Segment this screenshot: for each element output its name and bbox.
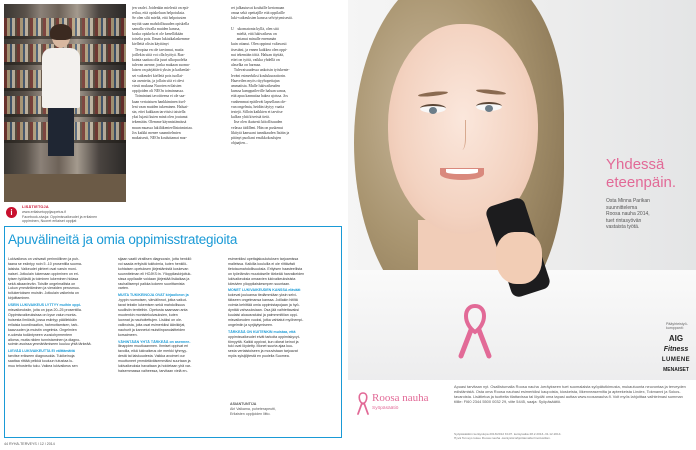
- brand-tagline: Syöpäsäätiö: [372, 406, 399, 411]
- hand: [496, 232, 542, 284]
- ad-headline: Yhdessä: [606, 156, 665, 173]
- source-line: Airi Vaikama, puheterapeutti,: [230, 407, 276, 411]
- subheading: VÄHINTÄÄN YHTÄ TÄRKEÄÄ on asennee-: [118, 339, 191, 344]
- ad-body-text: Apuasi tarvitaan nyt. Osallistumalla Roosa nauha -keräykseen tuet suomalaista syöpätutkimusta, mukautuunta neuvontaa ja terveyden edistämistä. Osta oma Roosa nauhasi esimerkiksi kaupoista, kioskeista, liikenneasemilta ja apteekeista Lindex, Tokmanni ja Sokos-tavaroista. Lisätietoa ja tuotteita tilattavissa tai löydät oma tapasi auttaa www.roosanauha.fi. Voit myös lahjoittaa vaihteimasi summan tilille: FI60 2344 5500 0032 29, viite 5445, saaja: Syöpäsäätiö.: [454, 384, 686, 404]
- article-column-1: jen vaalei. Joidenkin mielestä on epä- reilua, että opiskeluun helpotuksia. Se olen silti mieltä, että helpotusten myötä saan mahdollisuuden opiskella samalla viivalla muiden kanssa, koska opiskelu ei ole kenelläkään toiselta pois. Ilman lukiaikalaskemme kiellettä olisin käyttänyt Teropiaa en ole tarvinnut, mutta joillekin siitä voi olla hyötyä. Raa- kainta saattaa olla juuri ulkopuolelta tulevan asenne, jonka mukaan suoma- laisen on pärjättävä yksin ja kaikenlai- set vaikeudet kielletä pois tuollai- sia asenteita, ja jollain sitä ei olevi viesti mukana Nuorten erilaisten oppijoiden oli NEOn toiminnassa. Toimintani tavoitteena ei ole saa- kaan vertaistuen hankkiminen itsel- leni vaan muiden tukeminen. Haluai- sin, ettei kukkaan tarvitsisi taistella yksi lujasti kuten minä olen joutunut tekemään. Olemme käynnistämässä muun muassa lukiliikenteellistoimintaa. Jos kaikki menee suunnitelmien mukaisesti, NEOn kouluttamat mar-: [132, 6, 193, 141]
- info-box-title: LISÄTIETOJA: [22, 205, 49, 209]
- ad-subtext: Roosa nauha 2014,: [606, 211, 650, 218]
- ad-headline: eteenpäin.: [606, 174, 677, 191]
- eye: [476, 102, 502, 111]
- page-footer: 44 RYHÄ-TERVEYS / 12 / 2014: [4, 442, 55, 446]
- paragraph: sijaan vaatii virallisen diagnoosin, jotta henkilö voi saada erityistä tukitoimia, kuten henkilö- kohtaisen opetuksen järjestämistä koskevan suunnitelman eli HOJKS:in. Ylioppilaskirjoituk- sissa oppilaalle voidaan järjestää lisäaikaa ja rauhallisempi paikka kokeen suorittamista varten.: [118, 257, 192, 291]
- subheading: TÄRKEÄÄ ON KUITENKIN muistaa, että: [228, 329, 296, 334]
- info-icon: i: [6, 207, 17, 218]
- brand-name: Roosa nauha: [372, 392, 429, 404]
- subheading: USEIN LUKIVAIKEUS LYTTYY muihin oppi-: [8, 303, 82, 308]
- ad-subtext: vastaista työtä.: [606, 224, 640, 231]
- paragraph: Lukivaikeus on vahvasti perinnöllinen ja puh- taana se esiintyy noin 5 -10 prosentilla suoma- laisista. Vaikeudet piirteet ovat varsin moni- naiset. Jotkulain lukemaan oppiminen on eri- tyisen työlästä ja toiminen lukeminen hidasa sekä aikaavievän. Toisille ongelmallista on Lukun ymmärtäminen ja vieraiden perusmuo- toilukertoksen muistin. Jotkulain vaikeinta on kirjoittaminen.: [8, 257, 83, 301]
- sidebar-column-2: [118, 257, 222, 435]
- paragraph: misvaikeuksiin, joita on jopa 20–25 prosentilla. Oppimisvaikeuksissa on kyse vaiun monta- huisesta ilmiöstä, jossa esiintyy päällekkäin erilaisia koordinaation, hahmottamisen, tark- kaavuuden ja muistin ongelmia. Ongelmien e-udesta todäntyneen vuosiohyrmentem alloma, mutta niiden tunnistaminen ja diagno- soimin avoissa ymmärtämiseen kuuluu yhtä tärkeää.: [8, 308, 92, 347]
- sidebar-column-3: [228, 257, 336, 401]
- ad-subtext: Osta Minna Parikan: [606, 198, 650, 204]
- paragraph: tarvitse erikseen diagnosoida. Tukikeinoja saattaa riittää pelkkä kouluun tutustaa lu- muu tehostettu tuku. Vaikea lukivaikeus sen: [8, 354, 78, 369]
- subheading: LIEVÄÄ LUKIVAIKEUTTA EI välttämättä: [8, 349, 75, 354]
- subheading: MONET LUKIVAIKEUDEN KANSSA eläväät: [228, 288, 301, 293]
- paragraph: llinappien muutkaanmen. Ihmiset oppivat eri tavoilla, eikä lukivaikeus ole merkki tyhmyy- destä tai laiskuudesta. Vaikka avoimet our muuttuneet ymmärtäväisemmäksi suurtaan ja lukivaikeuksia havaitaan ja hoidetaan yhä var- haisemmassa vaiheessa, tarvitaan vielä en-: [118, 344, 192, 373]
- paragraph: esimerkiksi opettajakoulutuksen tarjoamissa malleissa. Kaikilla kouluilla ei ole riittävästi tietotaumahdollisuuksia. Erityisen haasteellista on työelämän muutokselle tärkeää harvaikeiden lukivaikeuksia omaavien lukivaikeuksisista kärsivien ylioppilaiskesmpen suuntaan.: [228, 257, 305, 286]
- info-link[interactable]: www.erilaisetoppijaopetus.fi: [22, 210, 67, 214]
- sponsors-title: Pääyhteistyö- kumppanit:: [666, 322, 688, 330]
- ad-fine-print: Syöpäsäätiön keräyslupa 2013/2012 K107. keräysaika 28.2.2013–31.12.2014. Hyvä Terveys tukee Roosa nauha -keräystä lahjoittamalla ilmoitustilan.: [454, 432, 562, 440]
- subheading: MUITA TUKIKEINOJA OVAT kirjaoikeon ja: [118, 293, 189, 298]
- sidebar-column-1: [8, 257, 112, 435]
- sponsor-logo-menaiset: MENAISET: [663, 367, 689, 373]
- roosa-nauha-logo-icon: [356, 392, 370, 416]
- info-line: oppiminen, Nuoret erilaiset oppijat: [22, 219, 77, 223]
- library-photo: [4, 4, 126, 202]
- sponsor-logo-aig: AIG: [668, 334, 684, 343]
- paragraph: oppimisvaikeudet eivät tarkoita oppimiskyvyt- tömyyttä. Kaikki oppivat, kun oikeat keinot ja tuki ovat löydetty. Monet suurta ajaa kuu- sesta vertaistoiseen ja mouvistaan tarjoavat myös sylsijöjtestä en puolella Suomea.: [228, 334, 300, 359]
- info-line: Facebook-sivuja: Oppimisvaikeudet ja erilainen: [22, 214, 98, 219]
- source-label: ASIANTUNTIJA: [230, 402, 257, 406]
- ad-subtext: tuet rintasyövän: [606, 217, 642, 224]
- article-column-2: ret jalkautuvat kouluille kertomaan omaa sekä opettajille että oppilaille luki-vaikeuksien kanssa selviytymisestä. U ukomatonta kyllä, olen sitä mieltä, että lukivaikeus on antanut minulle enemmän kuin ottanut. Olen oppinut valtavasti itsestäni, ja ennen kaikkea olen oppi- nut tekemään töitä. Haluan täyttää, ettei on työtä, vaikka yhdellä on alaselka on harmaa. Tulevaisuudessa unkoisin työskente- leväni esimerkiksi koulukuraattorin. Haaveilen myös rityyhopettajan ammatista. Mulle lukivaikeuden kanssa kamppaileville haluan sanoa, että apua kannattaa hakea ajoissa. Jos vanhemmat epäilevät lapsellaan ole- van ongelmia, heidän täytyy vaatia testejä. Silloin kaikkien ei tarvitse kulkea yhtä kiveistä tietä. Itse olen ikuisesti kiitollisuuden velassa äidilleni. Hän on puskenut likitytä kanssani tunnikauden Itsään ja pitänyt puoliani ensikkokoulujen ohjaajien...: [231, 6, 293, 146]
- paragraph: -tyypin ruumoisen, värvälinnot, jotka vaikut- tavat tekstin lukemisen sekä mahdollisuus suullisiin tentteihin. Opetusta saamaan anta muotenkin monistekulvauksien, kuten luonnat ja nauhoitettujen. Lisäksi on ole- valilnoista, joita osat esimerkiksi äänikirjat, nauhurit ja kannetut muistiinpanolaitteiden korsaimeen.: [118, 298, 188, 337]
- student-figure: [38, 26, 84, 156]
- eye: [420, 104, 446, 113]
- ad-subtext: suunnittelema: [606, 204, 638, 211]
- sponsor-logo-lumene: LUMENE: [661, 357, 691, 363]
- pink-ribbon-pin-icon: [453, 300, 497, 360]
- right-page-ad: [348, 0, 696, 450]
- source-line: Erilaisten oppijoiden liitto.: [230, 411, 271, 416]
- sidebar-box-title: Apuvälineitä ja omia oppimisstrategioita: [8, 232, 238, 247]
- paragraph: kokevat jouluansa tiedämmiäan yksin selvi- täkseen ongelmansa kanssa. Joillakin hitiltä voimia kehittää omia oppimistapojaan ja hyö- dyntää vahvuuksiaan. Osa jää vaihtettavaksi kuulaisi aloausraluksi ja palmmmitiiian oppi- misvaikeuden vuoksi, jotka vahtatut myöhempi- ongelmiin ja syrjäytymiseen.: [228, 293, 304, 327]
- sponsor-logo-fitness: Fitness: [663, 346, 689, 353]
